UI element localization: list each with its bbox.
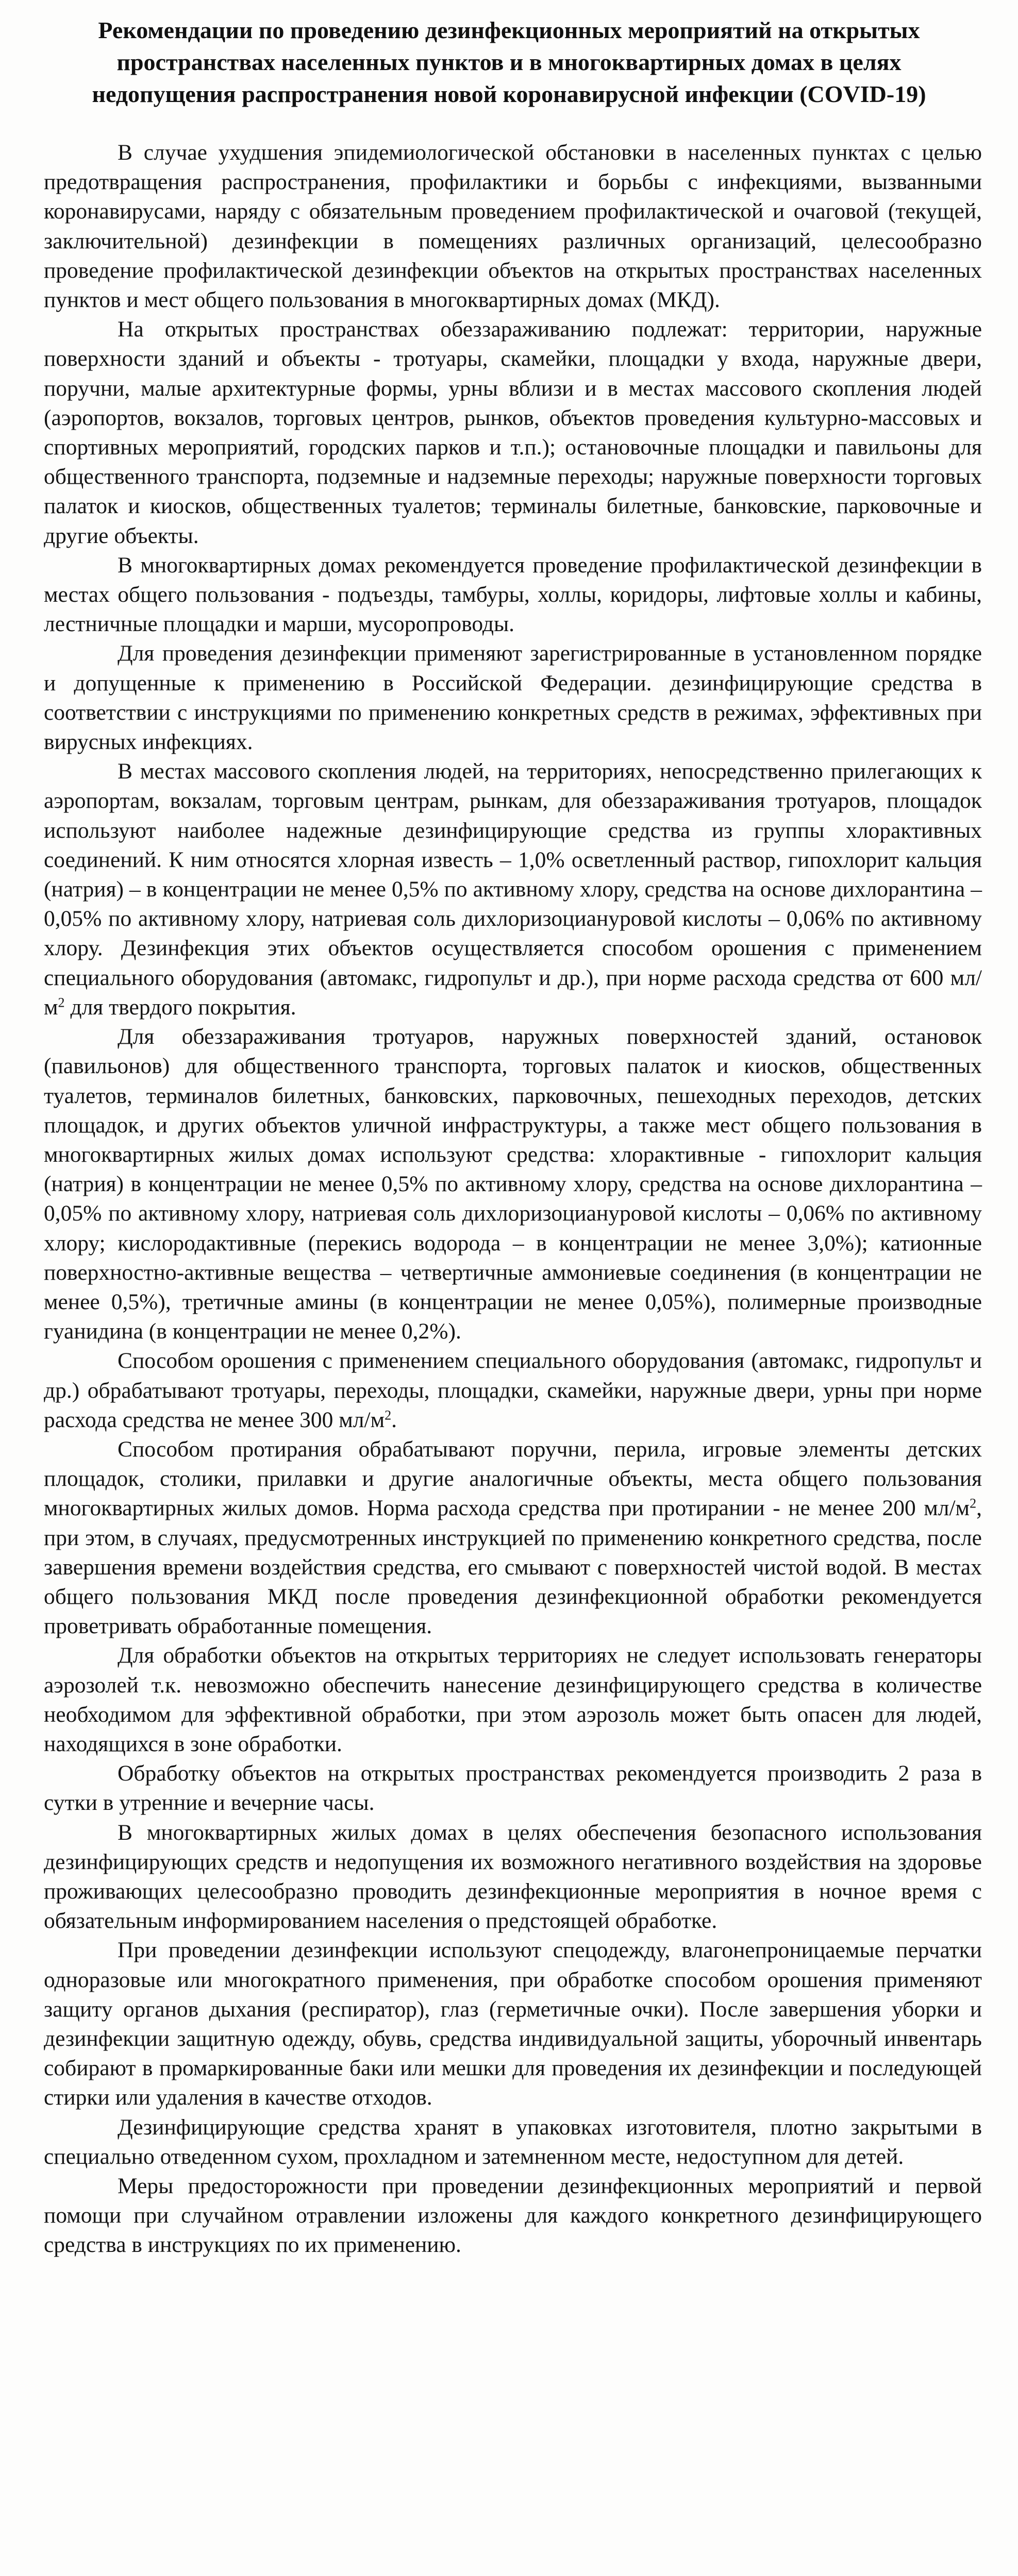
document-title: Рекомендации по проведению дезинфекционных мероприятий на открытых пространствах населенных пунктов и в многоквартирных домах в целях недопущения распространения новой коронавирусной инфекции (COVID-19) xyxy=(92,17,926,107)
paragraph: В многоквартирных домах рекомендуется проведение профилактической дезинфекции в местах общего пользования - подъезды, тамбуры, холлы, коридоры, лифтовые холлы и кабины, лестничные площадки и марши, мусоропроводы. xyxy=(44,552,982,637)
paragraph: Меры предосторожности при проведении дезинфекционных мероприятий и первой помощи при случайном отравлении изложены для каждого конкретного дезинфицирующего средства в инструкциях по их применению. xyxy=(44,2174,982,2258)
paragraph: В многоквартирных жилых домах в целях обеспечения безопасного использования дезинфицирующих средств и недопущения их возможного негативного воздействия на здоровье проживающих целесообразно проводить дезинфекционные мероприятия в ночное время с обязательным информированием населения о предстоящей обработке. xyxy=(44,1820,982,1934)
paragraph-text: , при этом, в случаях, предусмотренных инструкцией по применению конкретного средства, после завершения времени воздействия средства, его смывают с поверхностей чистой водой. В местах общего пользования МКД после проведения дезинфекционной обработки рекомендуется проветривать обработанные помещения. xyxy=(44,1496,982,1639)
paragraph xyxy=(44,1435,982,1641)
paragraph-text: для твердого покрытия. xyxy=(64,994,296,1020)
paragraph: На открытых пространствах обеззараживанию подлежат: территории, наружные поверхности зданий и объекты - тротуары, скамейки, площадки у входа, наружные двери, поручни, малые архитектурные формы, урны вблизи и в местах массового скопления людей (аэропортов, вокзалов, торговых центров, рынков, объектов проведения культурно-массовых и спортивных мероприятий, городских парков и т.п.); остановочные площадки и павильоны для общественного транспорта, подземные и надземные переходы; наружные поверхности торговых палаток и киосков, общественных туалетов; терминалы билетные, банковские, парковочные и другие объекты. xyxy=(44,317,982,548)
paragraph-text: Способом протирания обрабатывают поручни, перила, игровые элементы детских площадок, столики, прилавки и другие аналогичные объекты, места общего пользования многоквартирных жилых домов. Норма расхода средства при протирании - не менее 200 мл/м xyxy=(44,1436,982,1521)
paragraph-text: Способом орошения с применением специального оборудования (автомакс, гидропульт и др.) обрабатывают тротуары, переходы, площадки, скамейки, наружные двери, урны при норме расхода средства не менее 300 мл/м xyxy=(44,1348,982,1432)
superscript-exponent: 2 xyxy=(58,995,65,1010)
paragraph: Обработку объектов на открытых пространствах рекомендуется производить 2 раза в сутки в утренние и вечерние часы. xyxy=(44,1761,982,1816)
paragraph: При проведении дезинфекции используют спецодежду, влагонепроницаемые перчатки одноразовые или многократного применения, при обработке способом орошения применяют защиту органов дыхания (респиратор), глаз (герметичные очки). После завершения уборки и дезинфекции защитную одежду, обувь, средства индивидуальной защиты, уборочный инвентарь собирают в промаркированные баки или мешки для проведения их дезинфекции и последующей стирки или удаления в качестве отходов. xyxy=(44,1938,982,2110)
paragraph xyxy=(44,757,982,1022)
paragraph: В случае ухудшения эпидемиологической обстановки в населенных пунктах с целью предотвращения распространения, профилактики и борьбы с инфекциями, вызванными коронавирусами, наряду с обязательным проведением профилактической и очаговой (текущей, заключительной) дезинфекции в помещениях различных организаций, целесообразно проведение профилактической дезинфекции объектов на открытых пространствах населенных пунктов и мест общего пользования в многоквартирных домах (МКД). xyxy=(44,140,982,313)
paragraph: Для обработки объектов на открытых территориях не следует использовать генераторы аэрозолей т.к. невозможно обеспечить нанесение дезинфицирующего средства в количестве необходимом для эффективной обработки, при этом аэрозоль может быть опасен для людей, находящихся в зоне обработки. xyxy=(44,1643,982,1756)
document-body xyxy=(44,138,982,2260)
superscript-exponent: 2 xyxy=(970,1496,977,1511)
paragraph-text: . xyxy=(391,1407,397,1432)
paragraph: Дезинфицирующие средства хранят в упаковках изготовителя, плотно закрытыми в специально отведенном сухом, прохладном и затемненном месте, недоступном для детей. xyxy=(44,2114,982,2169)
paragraph xyxy=(44,1346,982,1435)
paragraph: Для обеззараживания тротуаров, наружных поверхностей зданий, остановок (павильонов) для общественного транспорта, торговых палаток и киосков, общественных туалетов, терминалов билетных, банковских, парковочных, пешеходных переходов, детских площадок, и других объектов уличной инфраструктуры, а также мест общего пользования в многоквартирных жилых домах используют средства: хлорактивные - гипохлорит кальция (натрия) в концентрации не менее 0,5% по активному хлору, средства на основе дихлорантина – 0,05% по активному хлору, натриевая соль дихлоризоциануровой кислоты – 0,06% по активному хлору; кислородактивные (перекись водорода – в концентрации не менее 3,0%); катионные поверхностно-активные вещества – четвертичные аммониевые соединения (в концентрации не менее 0,5%), третичные амины (в концентрации не менее 0,05%), полимерные производные гуанидина (в концентрации не менее 0,2%). xyxy=(44,1024,982,1344)
superscript-exponent: 2 xyxy=(385,1408,392,1423)
paragraph-text: В местах массового скопления людей, на территориях, непосредственно прилегающих к аэропортам, вокзалам, торговым центрам, рынкам, для обеззараживания тротуаров, площадок используют наиболее надежные дезинфицирующие средства из группы хлорактивных соединений. К ним относятся хлорная известь – 1,0% осветленный раствор, гипохлорит кальция (натрия) – в концентрации не менее 0,5% по активному хлору, средства на основе дихлорантина – 0,05% по активному хлору, натриевая соль дихлоризоциануровой кислоты – 0,06% по активному хлору. Дезинфекция этих объектов осуществляется способом орошения с применением специального оборудования (автомакс, гидропульт и др.), при норме расхода средства от 600 мл/м xyxy=(44,759,982,1020)
paragraph: Для проведения дезинфекции применяют зарегистрированные в установленном порядке и допущенные к применению в Российской Федерации. дезинфицирующие средства в соответствии с инструкциями по применению конкретных средств в режимах, эффективных при вирусных инфекциях. xyxy=(44,641,982,755)
